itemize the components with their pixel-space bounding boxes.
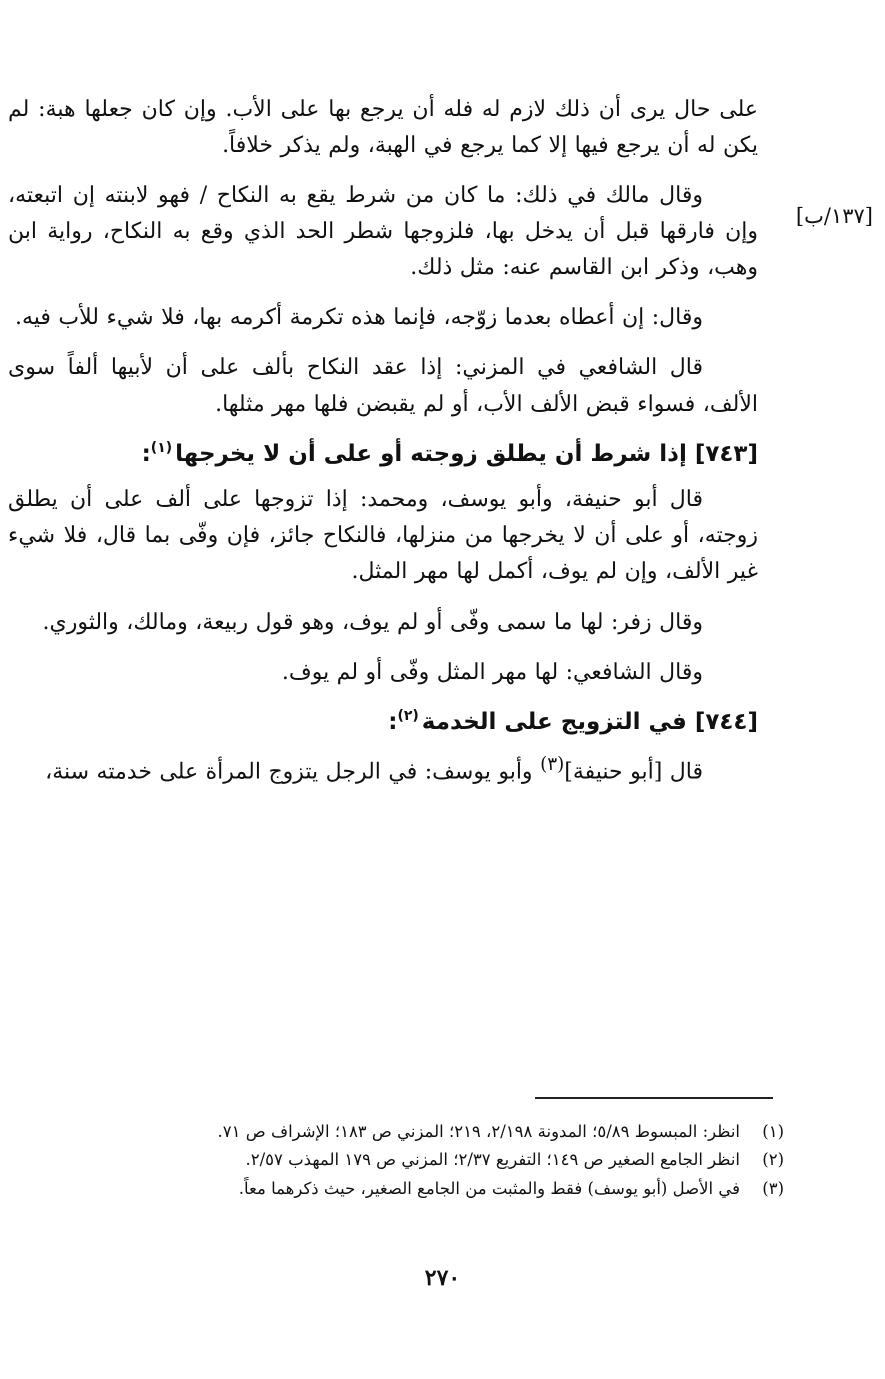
footnote-reference: (١) (150, 439, 173, 456)
paragraph-text-after-ref: وأبو يوسف: في الرجل يتزوج المرأة على خدمته سنة، (45, 759, 541, 785)
section-number: [٧٤٤] (694, 708, 758, 735)
heading-colon: : (141, 440, 151, 467)
paragraph-zufar-opinion: وقال زفر: لها ما سمى وفّى أو لم يوف، وهو قول ربيعة، ومالك، والثوري. (42, 609, 703, 635)
footnote-1 (24, 1118, 784, 1146)
footnote-number: (٣) (762, 1178, 784, 1198)
paragraph-hanafi-opinion: قال أبو حنيفة، وأبو يوسف، ومحمد: إذا تزوجها على ألف على أن يطلق زوجته، أو على أن لا يخرجها من منزلها، فالنكاح جائز، فإن وفّى بما قال، فلا شيء غير الألف، وإن لم يوف، أكمل لها مهر المثل. (8, 487, 758, 585)
footnote-number: (١) (762, 1122, 784, 1141)
footnote-reference: (٢) (397, 708, 419, 724)
footnote-text: انظر: المبسوط ٥/٨٩؛ المدونة ٢/١٩٨، ٢١٩؛ المزني ص ١٨٣؛ الإشراف ص ٧١. (217, 1122, 740, 1141)
footnotes (24, 1118, 784, 1203)
page-number: ٢٧٠ (424, 1265, 461, 1291)
section-number: [٧٤٣] (694, 440, 758, 467)
footnote-reference: (٣) (540, 754, 565, 776)
section-heading-743 (8, 437, 758, 473)
footnote-divider (535, 1097, 773, 1099)
section-title: في التزويج على الخدمة (421, 708, 687, 735)
paragraph-service-marriage (8, 750, 758, 790)
paragraph-shafii-opinion: قال الشافعي في المزني: إذا عقد النكاح بألف على أن لأبيها ألفاً سوى الألف، فسواء قبض الألف الأب، أو لم يقبضن فلها مهر مثلها. (8, 355, 758, 417)
footnote-number: (٢) (762, 1150, 784, 1170)
paragraph-malik-opinion: وقال مالك في ذلك: ما كان من شرط يقع به النكاح / فهو لابنته إن اتبعته، وإن فارقها قبل أن يدخل بها، فلزوجها شطر الحد الذي وقع به النكاح، رواية ابن وهب، وذكر ابن القاسم عنه: مثل ذلك. (8, 183, 758, 281)
paragraph-shafii-short: وقال الشافعي: لها مهر المثل وفّى أو لم يوف. (281, 659, 703, 685)
heading-colon: : (388, 708, 398, 735)
footnote-text: انظر الجامع الصغير ص ١٤٩؛ التفريع ٢/٣٧؛ المزني ص ١٧٩ المهذب ٢/٥٧. (245, 1150, 740, 1170)
footnote-2 (24, 1146, 784, 1174)
section-heading-744 (8, 705, 758, 741)
main-text (8, 92, 758, 805)
margin-folio-note: [١٣٧/ب] (795, 204, 873, 228)
footnote-text: في الأصل (أبو يوسف) فقط والمثبت من الجامع الصغير، حيث ذكرهما معاً. (238, 1178, 740, 1198)
paragraph-text-before-ref: قال [أبو حنيفة] (564, 759, 703, 785)
paragraph-intro-continuation: على حال يرى أن ذلك لازم له فله أن يرجع بها على الأب. وإن كان جعلها هبة: لم يكن له أن يرجع فيها إلا كما يرجع في الهبة، ولم يذكر خلافاً. (8, 97, 758, 159)
paragraph-gift-opinion: وقال: إن أعطاه بعدما زوّجه، فإنما هذه تكرمة أكرمه بها، فلا شيء للأب فيه. (15, 305, 703, 331)
section-title: إذا شرط أن يطلق زوجته أو على أن لا يخرجها (175, 440, 687, 467)
footnote-3 (24, 1175, 784, 1203)
